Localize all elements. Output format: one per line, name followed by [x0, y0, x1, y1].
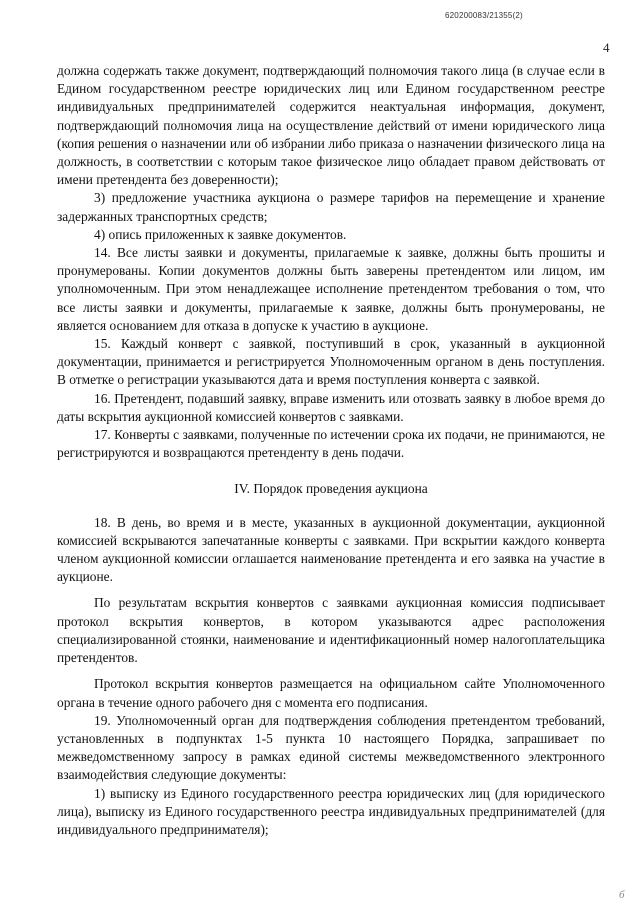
paragraph-item-3: 3) предложение участника аукциона о размере тарифов на перемещение и хранение задержанных транспортных средств;	[57, 190, 605, 224]
paragraph-protocol-publication: Протокол вскрытия конвертов размещается на официальном сайте Уполномоченного органа в течение одного рабочего дня с момента его подписания.	[57, 676, 605, 710]
paragraph-14: 14. Все листы заявки и документы, прилагаемые к заявке, должны быть прошиты и пронумерованы. Копии документов должны быть заверены претендентом или лицом, им уполномоченным. При этом ненадлежащее исполнение претендентом требования о том, что все листы заявки и документы, прилагаемые к заявке, должны быть пронумерованы, не является основанием для отказа в допуске к участию в аукционе.	[57, 245, 605, 333]
corner-handwritten-mark: б	[619, 889, 625, 901]
page-number: 4	[603, 40, 610, 55]
paragraph-18: 18. В день, во время и в месте, указанных в аукционной документации, аукционной комиссией вскрываются запечатанные конверты с заявками. При вскрытии каждого конверта членом аукционной комиссии оглашается наименование претендента и его заявка на участие в аукционе.	[57, 514, 605, 585]
paragraph-opening-protocol: По результатам вскрытия конвертов с заявками аукционная комиссия подписывает протокол вскрытия конвертов, в котором указываются адрес расположения специализированной стоянки, наименование и идентификационный номер налогоплательщика претендентов.	[57, 595, 605, 666]
document-body	[57, 62, 605, 839]
document-code: 620200083/21355(2)	[445, 11, 523, 20]
paragraph-17: 17. Конверты с заявками, полученные по истечении срока их подачи, не принимаются, не регистрируются и возвращаются претенденту в день подачи.	[57, 427, 605, 461]
paragraph-continuation: должна содержать также документ, подтверждающий полномочия такого лица (в случае если в Едином государственном реестре юридических лиц или Едином государственном реестре индивидуальных предпринимателей содержится неактуальная информация, документ, подтверждающий полномочия лица на осуществление действий от имени юридического лица (копия решения о назначении или об избрании либо приказа о назначении физического лица на должность, в соответствии с которым такое физическое лицо обладает правом действовать от имени претендента без доверенности);	[57, 63, 605, 188]
paragraph-19: 19. Уполномоченный орган для подтверждения соблюдения претендентом требований, установленных в подпунктах 1-5 пункта 10 настоящего Порядка, запрашивает по межведомственному запросу в рамках единой системы межведомственного электронного взаимодействия следующие документы:	[57, 712, 605, 783]
paragraph-15: 15. Каждый конверт с заявкой, поступивший в срок, указанный в аукционной документации, принимается и регистрируется Уполномоченным органом в день поступления. В отметке о регистрации указываются дата и время поступления конверта с заявкой.	[57, 336, 605, 388]
paragraph-16: 16. Претендент, подавший заявку, вправе изменить или отозвать заявку в любое время до даты вскрытия аукционной комиссией конвертов с заявками.	[57, 390, 605, 424]
paragraph-item-4: 4) опись приложенных к заявке документов.	[94, 226, 347, 242]
paragraph-19-item-1: 1) выписку из Единого государственного реестра юридических лиц (для юридического лица), выписку из Единого государственного реестра индивидуальных предпринимателей (для индивидуального предпринимателя);	[57, 785, 605, 837]
section-title: IV. Порядок проведения аукциона	[234, 481, 428, 497]
